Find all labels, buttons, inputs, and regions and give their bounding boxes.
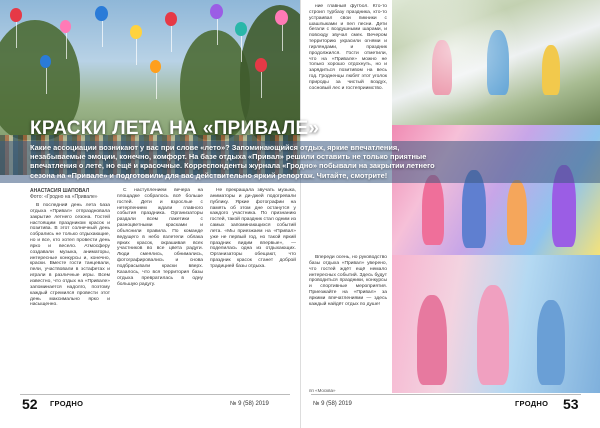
festival-photo-top [392,0,600,125]
person-figure [507,180,527,245]
column-text: В последний день лета база отдыха «Привал» отпраздновала закрытие летнего сезона. Гостей настоящим праздником красок и позитива. В этот солнечный день собрались не только отдыхающие, но и все, кто хотел провести день ярко и весело. Атмосферу создавали музыка, аниматоры, интересные конкурсы и, конечно, краски. Вместе гости танцевали, пели, участвовали в эстафетах и играли в различные игры. Всем известно, что отдых на «Привале» запоминается надолго, поэтому каждый стремился провести этот день максимально ярко и насыщенно. [30,203,110,308]
photo-credit: Фото: «Гродно на «Привале» [30,194,98,200]
text-column-5 [309,255,387,390]
article-headline: КРАСКИ ЛЕТА НА «ПРИВАЛЕ» [30,118,320,139]
paint-cloud [392,0,600,125]
person-figure [537,300,565,385]
balloon [165,12,177,26]
festival-photo-bottom [392,255,600,393]
issue-left: № 9 (58) 2019 [230,401,269,407]
balloon [10,8,22,22]
person-figure [477,285,509,385]
balloon [150,60,161,73]
magazine-brand-left: ГРОДНО [50,399,84,408]
balloon [130,25,142,39]
text-column-1 [30,203,110,391]
person-figure [422,175,444,245]
text-column-4 [309,4,387,164]
column-text: С наступлением вечера на площадке собралось всё больше гостей. Дети и взрослые с нетерпением ждали главного события праздника. Организаторы раздали всем пакетики с разноцветными красками и объяснили правила. По команде ведущего в небо взлетели облака ярких красок, окрашивая всех участников во все цвета радуги. Люди смеялись, обнимались, фотографировались и снова подбрасывали краски вверх. Казалось, что вся территория базы отдыха превратилась в одну большую радугу. [117,188,203,287]
balloon [40,55,51,68]
balloon [275,10,288,25]
text-column-3 [210,188,296,391]
balloon [60,20,71,33]
photo-caption: пп «Москва» [309,388,336,393]
balloon [255,58,267,72]
footer-rule [311,394,581,395]
balloon [95,6,108,21]
author-name: АНАСТАСИЯ ШАПОВАЛ [30,188,90,194]
person-figure [417,295,447,385]
byline [30,188,98,200]
text-column-2 [117,188,203,391]
column-text: ние главный футбол. Кто-то строил турбазу праздника, кто-то устраивал свои пикники с шашлыками и пел песни. Дети бегали с воздушными шарами, и повсюду звучал смех. Вечером территорию украсили огнями и гирляндами, и праздник продолжился. Гости отметили, что на «Привале» можно не только хорошо отдохнуть, но и зарядиться позитивом на весь год. Гродненцы любят этот уголок природы за чистый воздух, сосновый лес и гостеприимство. [309,4,387,91]
footer-rule [20,394,290,395]
column-text: Не прекращала звучать музыка, аниматоры и ди-джей подогревали публику. Яркие фотографии на память об этом дне останутся у каждого участника. По признанию гостей, такой праздник стал одним из самых запоминающихся событий лета. «Мы приезжаем на «Привал» уже не первый год, но такой яркий праздник видим впервые», — поделилась одна из отдыхающих. Организаторы обещают, что праздник красок станет доброй традицией базы отдыха. [210,188,296,269]
magazine-brand-right: ГРОДНО [515,399,549,408]
article-lead: Какие ассоциации возникают у вас при слове «лето»? Запоминающийся отдых, яркие впечатления, незабываемые эмоции, конечно, комфорт. На базе отдыха «Привал» решили оставить не только приятные впечатления о лете, но ещё и красочные. Корреспонденты журнала «Гродно» побывали на закрытии летнего сезона на «Привале» и подготовили для вас действительно яркий репортаж. Читайте, смотрите! [30,143,435,180]
page-number-right: 53 [563,396,579,412]
column-text: Впереди осень, но руководство базы отдыха «Привал» уверено, что гостей ждёт ещё немало интересных событий. Здесь будут проводиться праздники, конкурсы и спортивные мероприятия. Приезжайте на «Привал» за яркими впечатлениями — здесь каждый найдёт отдых по душе! [309,255,387,307]
page-number-left: 52 [22,396,38,412]
balloon [235,22,247,36]
balloon [210,4,223,19]
issue-right: № 9 (58) 2019 [313,401,352,407]
